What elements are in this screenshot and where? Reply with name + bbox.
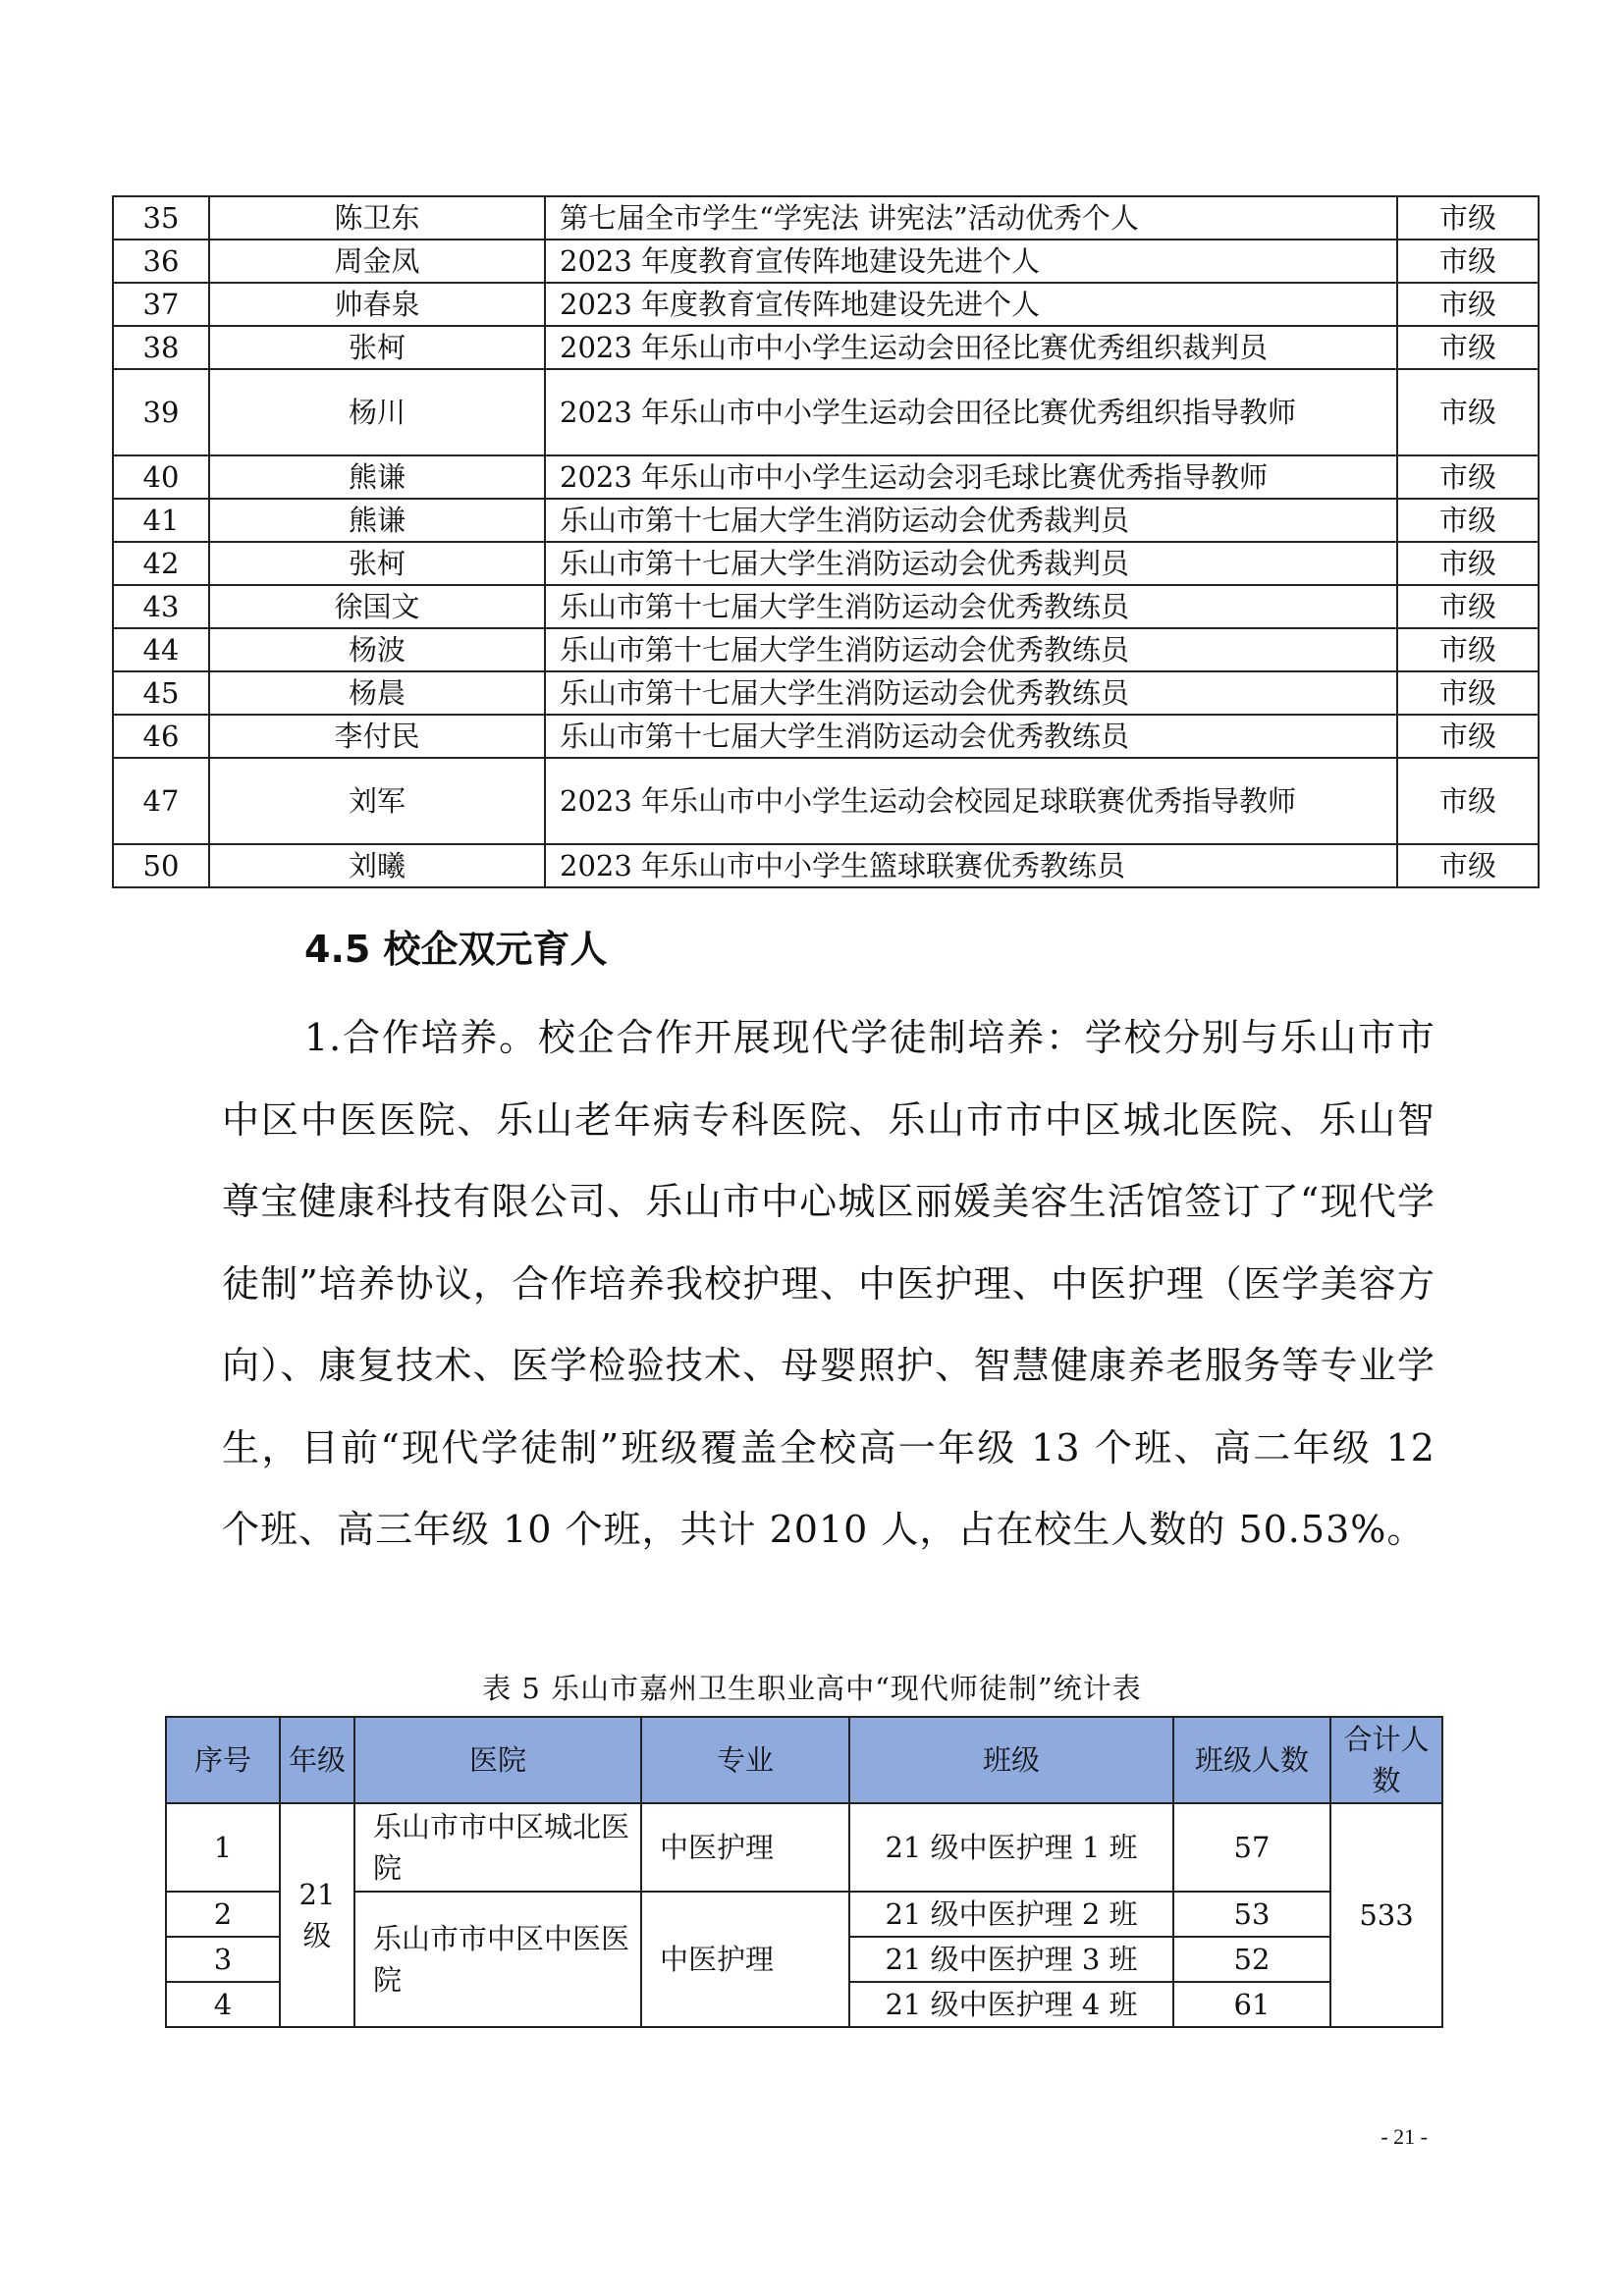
apprenticeship-stats-table [165, 1716, 1443, 2028]
row-number: 42 [113, 542, 209, 585]
award-level: 市级 [1397, 844, 1539, 887]
row-number: 35 [113, 196, 209, 240]
header-class-count: 班级人数 [1173, 1717, 1330, 1803]
class-cell: 21 级中医护理 4 班 [849, 1982, 1173, 2027]
class-cell: 21 级中医护理 2 班 [849, 1892, 1173, 1937]
row-number: 47 [113, 758, 209, 844]
award-title: 2023 年度教育宣传阵地建设先进个人 [545, 283, 1397, 326]
table-row [113, 455, 1539, 499]
major-cell: 中医护理 [641, 1803, 849, 1892]
body-paragraph: 1.合作培养。校企合作开展现代学徒制培养：学校分别与乐山市市中区中医医院、乐山老年病专科医院、乐山市市中区城北医院、乐山智尊宝健康科技有限公司、乐山市中心城区丽媛美容生活馆签订了“现代学徒制”培养协议，合作培养我校护理、中医护理、中医护理（医学美容方向）、康复技术、医学检验技术、母婴照护、智慧健康养老服务等专业学生，目前“现代学徒制”班级覆盖全校高一年级 13 个班、高二年级 12 个班、高三年级 10 个班，共计 2010 人，占在校生人数的 50.53%。 [222, 1016, 1435, 1551]
person-name: 李付民 [209, 715, 545, 758]
row-number: 46 [113, 715, 209, 758]
person-name: 周金凤 [209, 240, 545, 283]
award-title: 2023 年乐山市中小学生运动会校园足球联赛优秀指导教师 [545, 758, 1397, 844]
person-name: 陈卫东 [209, 196, 545, 240]
header-no: 序号 [166, 1717, 280, 1803]
header-grade: 年级 [280, 1717, 354, 1803]
award-level: 市级 [1397, 499, 1539, 542]
person-name: 杨川 [209, 369, 545, 455]
award-title: 乐山市第十七届大学生消防运动会优秀教练员 [545, 671, 1397, 715]
header-total: 合计人数 [1330, 1717, 1442, 1803]
person-name: 帅春泉 [209, 283, 545, 326]
table-row [113, 758, 1539, 844]
table-row [113, 844, 1539, 887]
table-row [113, 369, 1539, 455]
row-number: 50 [113, 844, 209, 887]
award-title: 第七届全市学生“学宪法 讲宪法”活动优秀个人 [545, 196, 1397, 240]
award-title: 乐山市第十七届大学生消防运动会优秀教练员 [545, 628, 1397, 671]
class-cell: 21 级中医护理 3 班 [849, 1937, 1173, 1982]
person-name: 刘军 [209, 758, 545, 844]
award-title: 2023 年乐山市中小学生运动会羽毛球比赛优秀指导教师 [545, 455, 1397, 499]
award-level: 市级 [1397, 326, 1539, 369]
section-heading: 4.5 校企双元育人 [304, 928, 608, 971]
person-name: 徐国文 [209, 585, 545, 628]
award-level: 市级 [1397, 455, 1539, 499]
header-hospital: 医院 [354, 1717, 641, 1803]
award-title: 2023 年乐山市中小学生运动会田径比赛优秀组织裁判员 [545, 326, 1397, 369]
table-row [166, 1892, 1442, 1937]
class-count-cell: 57 [1173, 1803, 1330, 1892]
award-title: 乐山市第十七届大学生消防运动会优秀教练员 [545, 585, 1397, 628]
award-title: 乐山市第十七届大学生消防运动会优秀裁判员 [545, 499, 1397, 542]
table-header-row [166, 1717, 1442, 1803]
person-name: 熊谦 [209, 455, 545, 499]
person-name: 张柯 [209, 326, 545, 369]
header-major: 专业 [641, 1717, 849, 1803]
page-number: - 21 - [1380, 2124, 1428, 2149]
row-number: 40 [113, 455, 209, 499]
awards-table [112, 195, 1540, 888]
row-number: 43 [113, 585, 209, 628]
table-row [113, 542, 1539, 585]
table-row [113, 628, 1539, 671]
class-count-cell: 61 [1173, 1982, 1330, 2027]
award-level: 市级 [1397, 369, 1539, 455]
award-level: 市级 [1397, 628, 1539, 671]
row-number: 44 [113, 628, 209, 671]
table-row [113, 196, 1539, 240]
award-level: 市级 [1397, 585, 1539, 628]
class-count-cell: 53 [1173, 1892, 1330, 1937]
hospital-cell: 乐山市市中区中医医院 [354, 1892, 641, 2027]
award-level: 市级 [1397, 671, 1539, 715]
major-cell: 中医护理 [641, 1892, 849, 2027]
award-title: 2023 年乐山市中小学生运动会田径比赛优秀组织指导教师 [545, 369, 1397, 455]
person-name: 杨晨 [209, 671, 545, 715]
grade-cell: 21级 [280, 1803, 354, 2027]
table-row [113, 283, 1539, 326]
award-level: 市级 [1397, 240, 1539, 283]
person-name: 熊谦 [209, 499, 545, 542]
row-number: 36 [113, 240, 209, 283]
row-number: 4 [166, 1982, 280, 2027]
table-row [113, 240, 1539, 283]
award-level: 市级 [1397, 758, 1539, 844]
row-number: 3 [166, 1937, 280, 1982]
row-number: 37 [113, 283, 209, 326]
row-number: 45 [113, 671, 209, 715]
award-title: 乐山市第十七届大学生消防运动会优秀裁判员 [545, 542, 1397, 585]
award-title: 2023 年度教育宣传阵地建设先进个人 [545, 240, 1397, 283]
total-cell: 533 [1330, 1803, 1442, 2027]
hospital-cell: 乐山市市中区城北医院 [354, 1803, 641, 1892]
table-row [113, 326, 1539, 369]
table-row [113, 499, 1539, 542]
header-class: 班级 [849, 1717, 1173, 1803]
class-count-cell: 52 [1173, 1937, 1330, 1982]
table-row [113, 671, 1539, 715]
award-level: 市级 [1397, 283, 1539, 326]
row-number: 38 [113, 326, 209, 369]
class-cell: 21 级中医护理 1 班 [849, 1803, 1173, 1892]
table-row [113, 585, 1539, 628]
person-name: 张柯 [209, 542, 545, 585]
award-level: 市级 [1397, 196, 1539, 240]
row-number: 2 [166, 1892, 280, 1937]
award-title: 乐山市第十七届大学生消防运动会优秀教练员 [545, 715, 1397, 758]
person-name: 刘曦 [209, 844, 545, 887]
table-row [113, 715, 1539, 758]
table-caption: 表 5 乐山市嘉州卫生职业高中“现代师徒制”统计表 [482, 1672, 1142, 1705]
table-row [166, 1803, 1442, 1892]
award-level: 市级 [1397, 715, 1539, 758]
row-number: 41 [113, 499, 209, 542]
person-name: 杨波 [209, 628, 545, 671]
award-title: 2023 年乐山市中小学生篮球联赛优秀教练员 [545, 844, 1397, 887]
row-number: 39 [113, 369, 209, 455]
award-level: 市级 [1397, 542, 1539, 585]
row-number: 1 [166, 1803, 280, 1892]
